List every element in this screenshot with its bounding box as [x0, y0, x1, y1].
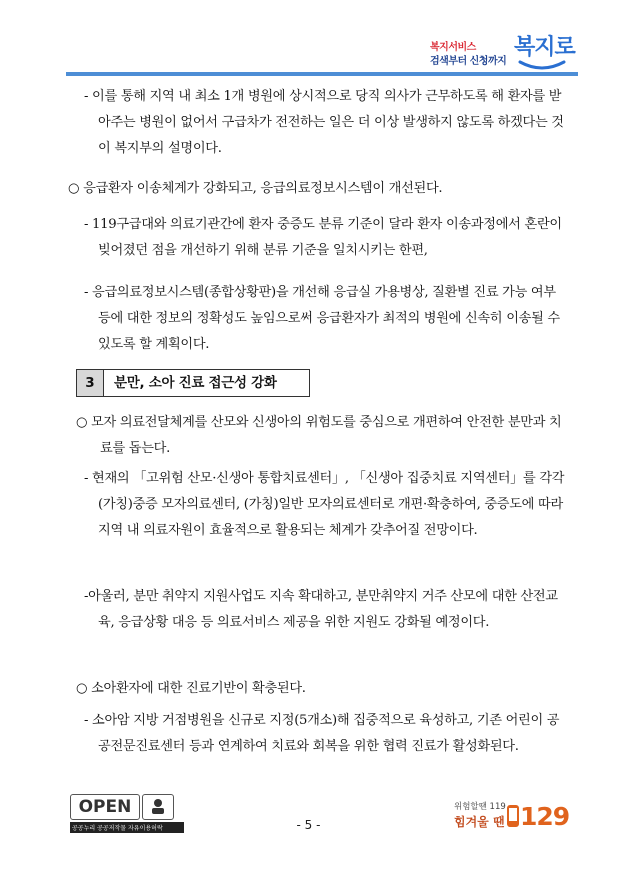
open-label: OPEN [70, 794, 140, 820]
section-number: 3 [77, 370, 104, 396]
open-caption: 공공누리 공공저작물 자유이용허락 [70, 822, 184, 833]
logo-brand: 복지로 [514, 35, 575, 60]
logo-line1: 복지서비스 [430, 42, 476, 53]
hotline-logo [448, 796, 568, 836]
section-heading [76, 369, 310, 397]
smile-icon [518, 60, 566, 72]
section-paragraph-1: ○ 모자 의료전달체계를 산모와 신생아의 위험도를 중심으로 개편하여 안전한 분만과 치료를 돕는다. [76, 415, 562, 456]
phone-icon [506, 804, 520, 828]
section-paragraph-3: -아울러, 분만 취약지 지원사업도 지속 확대하고, 분만취약지 거주 산모에 대한 산전교육, 응급상황 대응 등 의료서비스 제공을 위한 지원도 강화될 예정이다. [84, 589, 558, 630]
paragraph-1: - 이를 통해 지역 내 최소 1개 병원에 상시적으로 당직 의사가 근무하도록 해 환자를 받아주는 병원이 없어서 구급차가 전전하는 일은 더 이상 발생하지 않도록 하겠다는 것이 복지부의 설명이다. [84, 89, 564, 156]
header-rule [66, 72, 578, 76]
section-paragraph-2: - 현재의 「고위험 산모·신생아 통합치료센터」, 「신생아 집중치료 지역센터」를 각각 (가칭)중증 모자의료센터, (가칭)일반 모자의료센터로 개편·확충하여, 중증도에 따라 지역 내 의료자원이 효율적으로 활용되는 체계가 갖추어질 전망이다. [84, 471, 565, 538]
logo-line2: 검색부터 신청까지 [430, 56, 507, 67]
paragraph-3: - 119구급대와 의료기관간에 환자 중증도 분류 기준이 달라 환자 이송과정에서 혼란이 빚어졌던 점을 개선하기 위해 분류 기준을 일치시키는 한편, [84, 217, 562, 258]
section-paragraph-4: ○ 소아환자에 대한 진료기반이 확충된다. [76, 681, 306, 696]
section-paragraph-5: - 소아암 지방 거점병원을 신규로 지정(5개소)해 집중적으로 육성하고, 기존 어린이 공공전문진료센터 등과 연계하여 치료와 회복을 위한 협력 진료가 활성화된다. [84, 713, 560, 754]
paragraph-2: ○ 응급환자 이송체계가 강화되고, 응급의료정보시스템이 개선된다. [68, 181, 443, 196]
page-number: - 5 - [296, 818, 321, 832]
hotline-line2: 힘겨울 땐 [454, 815, 505, 829]
section-title: 분만, 소아 진료 접근성 강화 [114, 375, 277, 391]
paragraph-4: - 응급의료정보시스템(종합상황판)을 개선해 응급실 가용병상, 질환별 진료 가능 여부 등에 대한 정보의 정확성도 높임으로써 응급환자가 최적의 병원에 신속히 이송될 수 있도록 할 계획이다. [84, 285, 560, 352]
hotline-number: 129 [520, 802, 570, 831]
hotline-line1: 위험할땐 119 [454, 802, 506, 812]
bokjiro-logo [430, 30, 580, 72]
attribution-icon [142, 794, 174, 820]
